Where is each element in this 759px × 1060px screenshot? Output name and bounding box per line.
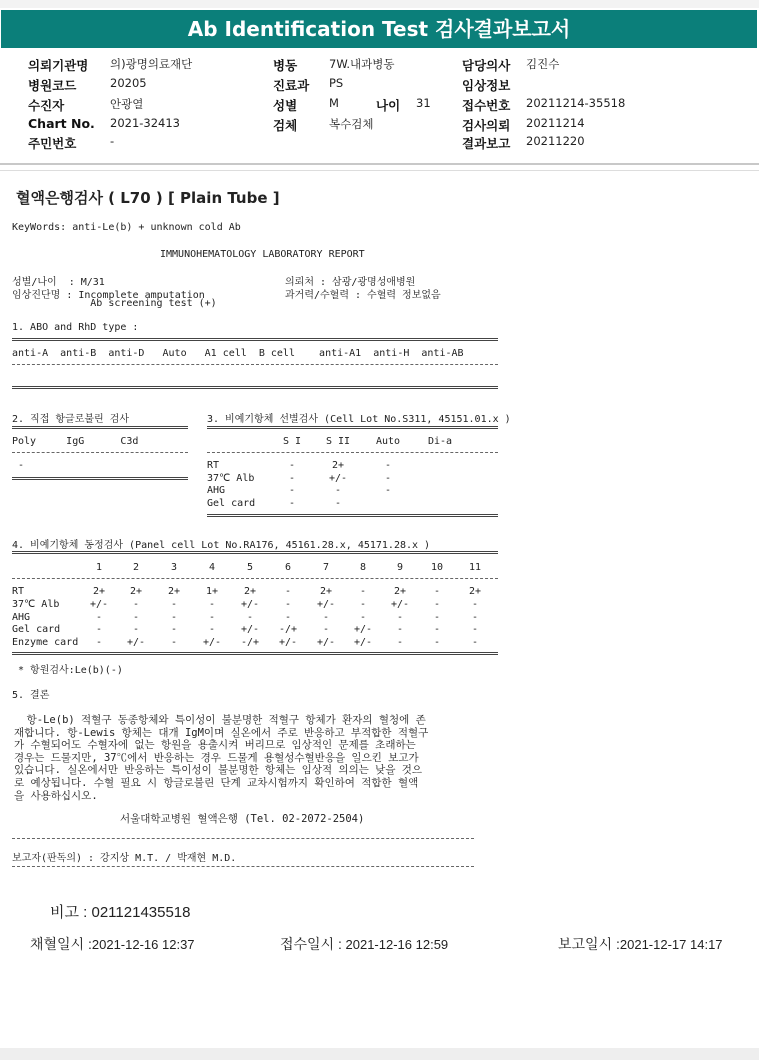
screen-cell: - bbox=[288, 485, 296, 496]
remark-label: 비고 : bbox=[50, 904, 88, 921]
report-label: 보고일시 : bbox=[558, 936, 620, 952]
panel-column-header: 10 bbox=[430, 562, 444, 573]
screen-heading: 3. 비예기항체 선별검사 (Cell Lot No.S311, 45151.01.x ) bbox=[207, 414, 511, 425]
section-title: 혈액은행검사 ( L70 ) [ Plain Tube ] bbox=[16, 189, 280, 207]
conclusion-line: 을 사용하십시오. bbox=[14, 789, 98, 802]
panel-cell: - bbox=[396, 637, 404, 649]
panel-cell: - bbox=[132, 598, 140, 610]
panel-cell: 1+ bbox=[205, 586, 219, 597]
panel-cell: +/- bbox=[353, 637, 373, 649]
receive-label: 접수일시 : bbox=[280, 936, 342, 952]
collect-time bbox=[30, 934, 195, 954]
conclusion-line: 항-Le(b) 적혈구 동종항체와 특이성이 불분명한 적혈구 항체가 환자의 혈청에 존 bbox=[14, 714, 426, 726]
panel-cell: - bbox=[322, 611, 330, 623]
panel-cell: - bbox=[170, 611, 178, 623]
panel-cell: - bbox=[433, 611, 441, 623]
conclusion-line: 로 예상됩니다. 수혈 필요 시 항글로불린 단계 교차시험까지 확인하여 적합한 혈액 bbox=[14, 777, 419, 789]
field-value: 안광열 bbox=[110, 97, 144, 111]
panel-cell: - bbox=[471, 637, 479, 649]
field-value: 7W.내과병동 bbox=[329, 57, 395, 71]
reporter: 보고자(판독의) : 강지상 M.T. / 박재현 M.D. bbox=[12, 853, 237, 864]
header-divider-2 bbox=[0, 170, 759, 171]
field-label: 수진자 bbox=[28, 98, 65, 113]
panel-phase: 37℃ Alb bbox=[12, 598, 60, 610]
screen-phase: 37℃ Alb bbox=[207, 472, 255, 484]
transfusion-history: 과거력/수혈력 : 수혈력 정보없음 bbox=[285, 290, 441, 301]
panel-cell: +/- bbox=[240, 624, 260, 636]
screen-phase: AHG bbox=[207, 485, 226, 496]
remark-value: 021121435518 bbox=[91, 904, 191, 921]
panel-cell: -/+ bbox=[240, 637, 260, 649]
screen-cell: - bbox=[288, 497, 296, 509]
diagnosis-line-2: Ab screening test (+) bbox=[12, 298, 217, 309]
screen-column-header: Di-a bbox=[427, 436, 453, 447]
dat-value: - bbox=[12, 460, 25, 471]
panel-cell: +/- bbox=[202, 637, 222, 649]
header-divider bbox=[0, 163, 759, 165]
lab-report-title: IMMUNOHEMATOLOGY LABORATORY REPORT bbox=[160, 249, 365, 260]
screen-cell: +/- bbox=[328, 472, 348, 484]
conclusion-line: 가 수혈되어도 수혈자에 없는 항원을 용출시켜 버리므로 임상적인 문제를 초래하는 bbox=[14, 739, 416, 752]
report-title: Ab Identification Test 검사결과보고서 bbox=[1, 10, 757, 48]
panel-cell: 2+ bbox=[129, 586, 143, 597]
screen-cell: - bbox=[288, 472, 296, 484]
panel-cell: - bbox=[471, 598, 479, 610]
field-value: 의)광명의료재단 bbox=[110, 57, 193, 71]
antigen-test: * 항원검사:Le(b)(-) bbox=[18, 665, 123, 676]
panel-column-header: 8 bbox=[359, 562, 367, 573]
conclusion-line: 경우는 드물지만, 37℃에서 반응하는 경우 드물게 용혈성수혈반응을 일으킨 보고가 bbox=[14, 751, 419, 764]
dat-heading: 2. 직접 항글로불린 검사 bbox=[12, 414, 130, 425]
panel-phase: Enzyme card bbox=[12, 637, 79, 649]
panel-cell: +/- bbox=[353, 624, 373, 636]
field-value: M bbox=[329, 96, 339, 110]
panel-cell: - bbox=[246, 611, 254, 623]
screen-cell: - bbox=[384, 460, 392, 471]
panel-cell: - bbox=[471, 624, 479, 636]
screen-column-header: Auto bbox=[375, 436, 401, 447]
lab-contact: 서울대학교병원 혈액은행 (Tel. 02-2072-2504) bbox=[120, 813, 365, 825]
field-value: 20211214 bbox=[526, 116, 585, 130]
dat-double-rule bbox=[12, 426, 188, 429]
panel-column-header: 1 bbox=[95, 562, 103, 573]
panel-cell: - bbox=[359, 598, 367, 610]
panel-cell: - bbox=[170, 624, 178, 636]
panel-column-header: 5 bbox=[246, 562, 254, 573]
screen-cell: - bbox=[384, 472, 392, 484]
field-value: 20211220 bbox=[526, 134, 585, 148]
panel-cell: 2+ bbox=[92, 586, 106, 597]
panel-cell: +/- bbox=[240, 598, 260, 610]
panel-cell: - bbox=[359, 586, 367, 597]
field-value: 복수검체 bbox=[329, 117, 374, 131]
field-label: 결과보고 bbox=[462, 136, 511, 151]
screen-column-header: S II bbox=[325, 436, 351, 447]
dat-rule bbox=[12, 452, 188, 453]
panel-cell: - bbox=[132, 611, 140, 623]
screen-double-rule bbox=[207, 426, 498, 429]
panel-cell: +/- bbox=[316, 637, 336, 649]
panel-cell: - bbox=[284, 598, 292, 610]
panel-cell: +/- bbox=[278, 637, 298, 649]
field-label: 의뢰기관명 bbox=[28, 58, 89, 73]
screen-cell: - bbox=[384, 485, 392, 496]
panel-cell: - bbox=[433, 624, 441, 636]
screen-phase: RT bbox=[207, 460, 220, 471]
panel-cell: - bbox=[471, 611, 479, 623]
report-time bbox=[558, 934, 723, 954]
age-label: 나이 bbox=[376, 98, 401, 113]
panel-cell: - bbox=[208, 598, 216, 610]
panel-cell: +/- bbox=[390, 598, 410, 610]
panel-column-header: 4 bbox=[208, 562, 216, 573]
abo-rule bbox=[12, 364, 498, 365]
panel-cell: 2+ bbox=[468, 586, 482, 597]
panel-rule bbox=[12, 578, 498, 579]
abo-end-rule bbox=[12, 386, 498, 389]
panel-cell: - bbox=[95, 637, 103, 649]
screen-phase: Gel card bbox=[207, 497, 256, 509]
screen-cell: - bbox=[334, 497, 342, 509]
conclusion-line: 있습니다. 실온에서만 반응하는 특이성이 불분명한 항체는 임상적 의의는 낮을 것으 bbox=[14, 764, 423, 777]
panel-phase: RT bbox=[12, 586, 25, 597]
panel-cell: - bbox=[284, 611, 292, 623]
diagnosis-line-1: 임상진단명 : Incomplete amputation bbox=[12, 290, 205, 301]
field-label: 병원코드 bbox=[28, 78, 77, 93]
remark bbox=[50, 901, 191, 922]
panel-cell: -/+ bbox=[278, 624, 298, 636]
panel-cell: - bbox=[95, 611, 103, 623]
field-label: 담당의사 bbox=[462, 58, 511, 73]
abo-heading: 1. ABO and RhD type : bbox=[12, 322, 139, 333]
panel-cell: +/- bbox=[89, 598, 109, 610]
requester: 의뢰처 : 삼광/광명성애병원 bbox=[285, 277, 416, 288]
field-value: 2021-32413 bbox=[110, 116, 180, 130]
panel-column-header: 3 bbox=[170, 562, 178, 573]
panel-cell: 2+ bbox=[167, 586, 181, 597]
panel-cell: 2+ bbox=[393, 586, 407, 597]
dat-columns: Poly IgG C3d bbox=[12, 436, 139, 447]
panel-cell: - bbox=[208, 611, 216, 623]
screen-rule bbox=[207, 452, 498, 453]
panel-cell: 2+ bbox=[319, 586, 333, 597]
panel-cell: - bbox=[396, 624, 404, 636]
age-value: 31 bbox=[416, 96, 431, 110]
bottom-strip bbox=[0, 1048, 759, 1060]
screen-cell: 2+ bbox=[331, 460, 345, 471]
field-label: 검사의뢰 bbox=[462, 118, 511, 133]
panel-cell: - bbox=[170, 598, 178, 610]
reporter-rule-bottom bbox=[12, 866, 474, 867]
panel-cell: - bbox=[95, 624, 103, 636]
conclusion-line: 재합니다. 항-Lewis 항체는 대개 IgM이며 실온에서 주로 반응하고 부적합한 적혈구 bbox=[14, 726, 429, 739]
panel-column-header: 2 bbox=[132, 562, 140, 573]
receive-value: 2021-12-16 12:59 bbox=[345, 937, 449, 952]
field-label: Chart No. bbox=[28, 116, 95, 131]
panel-cell: - bbox=[433, 637, 441, 649]
panel-column-header: 9 bbox=[396, 562, 404, 573]
conclusion-heading: 5. 결론 bbox=[12, 690, 50, 701]
sex-age: 성별/나이 : M/31 bbox=[12, 277, 105, 288]
field-label: 진료과 bbox=[273, 78, 310, 93]
panel-heading: 4. 비예기항체 동정검사 (Panel cell Lot No.RA176, 45161.28.x, 45171.28.x ) bbox=[12, 540, 431, 551]
receive-time bbox=[280, 934, 448, 954]
report-value: 2021-12-17 14:17 bbox=[619, 937, 723, 952]
panel-cell: - bbox=[433, 598, 441, 610]
field-value: 20205 bbox=[110, 76, 147, 90]
field-label: 검체 bbox=[273, 118, 298, 133]
panel-cell: - bbox=[284, 586, 292, 597]
panel-cell: +/- bbox=[126, 637, 146, 649]
reporter-rule-top bbox=[12, 838, 474, 839]
screen-column-header: S I bbox=[282, 436, 302, 447]
panel-double-rule bbox=[12, 551, 498, 554]
screen-cell: - bbox=[334, 485, 342, 496]
field-label: 접수번호 bbox=[462, 98, 511, 113]
field-label: 임상정보 bbox=[462, 78, 511, 93]
field-label: 성별 bbox=[273, 98, 298, 113]
abo-columns: anti-A anti-B anti-D Auto A1 cell B cell anti-A1 anti-H anti-AB bbox=[12, 348, 464, 359]
field-label: 주민번호 bbox=[28, 136, 77, 151]
field-label: 병동 bbox=[273, 58, 298, 73]
collect-value: 2021-12-16 12:37 bbox=[91, 937, 195, 952]
screen-cell: - bbox=[288, 460, 296, 471]
panel-phase: AHG bbox=[12, 611, 31, 623]
top-strip bbox=[0, 0, 759, 8]
panel-cell: 2+ bbox=[243, 586, 257, 597]
panel-cell: - bbox=[322, 624, 330, 636]
panel-cell: - bbox=[433, 586, 441, 597]
panel-cell: - bbox=[396, 611, 404, 623]
panel-cell: - bbox=[170, 637, 178, 649]
panel-cell: +/- bbox=[316, 598, 336, 610]
panel-end-rule bbox=[12, 652, 498, 655]
panel-column-header: 11 bbox=[468, 562, 482, 573]
panel-column-header: 6 bbox=[284, 562, 292, 573]
collect-label: 채혈일시 : bbox=[30, 936, 92, 952]
panel-column-header: 7 bbox=[322, 562, 330, 573]
field-value: - bbox=[110, 134, 115, 148]
dat-end-rule bbox=[12, 477, 188, 480]
panel-cell: - bbox=[132, 624, 140, 636]
field-value: 김진수 bbox=[526, 57, 560, 71]
screen-end-rule bbox=[207, 514, 498, 517]
field-value: PS bbox=[329, 76, 344, 90]
keywords: KeyWords: anti-Le(b) + unknown cold Ab bbox=[12, 222, 241, 233]
panel-cell: - bbox=[359, 611, 367, 623]
panel-cell: - bbox=[208, 624, 216, 636]
panel-phase: Gel card bbox=[12, 624, 61, 636]
abo-double-rule bbox=[12, 338, 498, 341]
field-value: 20211214-35518 bbox=[526, 96, 626, 110]
